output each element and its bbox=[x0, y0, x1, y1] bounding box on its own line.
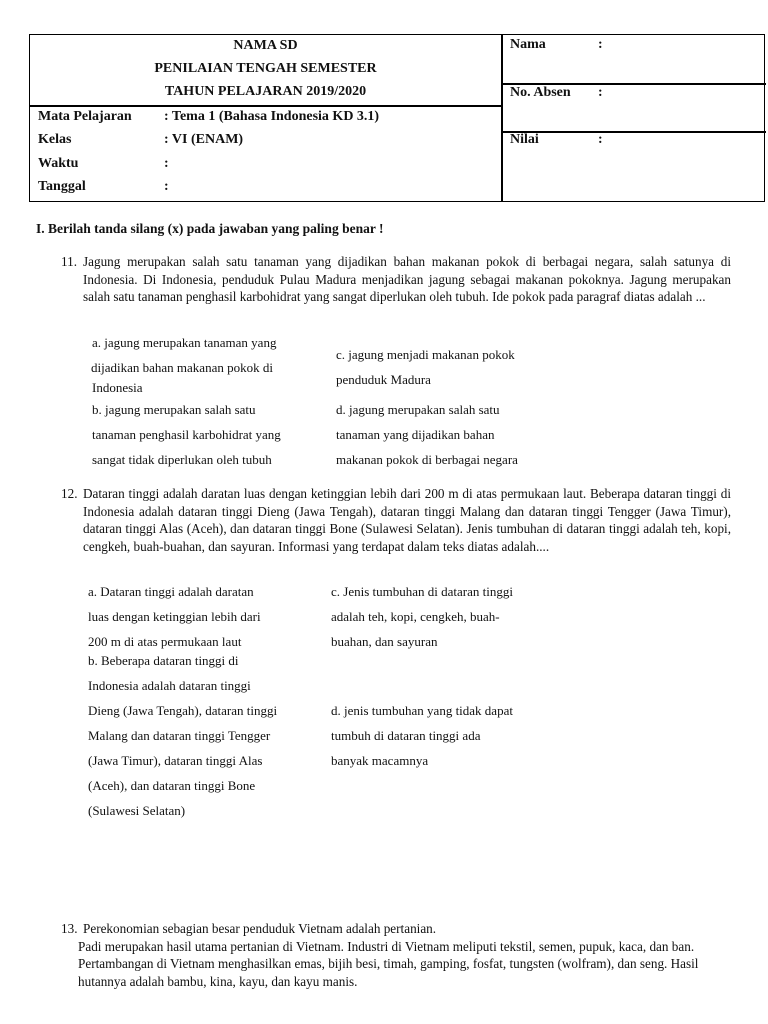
option-line: luas dengan ketinggian lebih dari bbox=[88, 609, 261, 624]
option-b[interactable] bbox=[88, 648, 328, 823]
option-line: tanaman yang dijadikan bahan bbox=[336, 427, 495, 442]
field-value: : bbox=[164, 156, 169, 171]
field-label: Waktu bbox=[38, 156, 79, 171]
option-line: (Sulawesi Selatan) bbox=[88, 803, 186, 818]
question-text: Padi merupakan hasil utama pertanian di Vietnam. Industri di Vietnam meliputi tekstil, semen, pupuk, kaca, dan ban. Pertambangan di Vietnam menghasilkan emas, bijih besi, timah, gamping, fosfat, tungsten (wolfram), dan seng. Hasil hutannya adalah bambu, kina, kayu, dan kayu manis. bbox=[78, 938, 699, 989]
option-line: dijadikan bahan makanan pokok di bbox=[91, 360, 273, 375]
option-line: (Jawa Timur), dataran tinggi Alas bbox=[88, 753, 263, 768]
field-value: : bbox=[164, 179, 169, 194]
option-line: tanaman penghasil karbohidrat yang bbox=[92, 427, 281, 442]
question-text: Dataran tinggi adalah daratan luas dengan ketinggian lebih dari 200 m di atas permukaan laut. Beberapa dataran tinggi di Indonesia adalah dataran tinggi Dieng (Jawa Tengah), dataran tinggi Malang dan dataran tinggi Tengger (Jawa Timur), dataran tinggi Alas (Aceh), dan dataran tinggi Bone (Sulawesi Selatan). Jenis tumbuhan di dataran tinggi adalah teh, kopi, cengkeh, buah-buahan, dan sayuran. Informasi yang terdapat dalam teks diatas adalah.... bbox=[83, 486, 731, 554]
question-number: 11. bbox=[61, 254, 77, 269]
table-divider bbox=[501, 131, 766, 133]
option-line: banyak macamnya bbox=[331, 753, 429, 768]
option-line: adalah teh, kopi, cengkeh, buah- bbox=[331, 609, 500, 624]
field-colon: : bbox=[598, 132, 603, 147]
score-field bbox=[510, 132, 603, 148]
option-line: c. jagung menjadi makanan pokok bbox=[336, 347, 515, 362]
table-divider bbox=[501, 35, 503, 201]
field-label: Kelas bbox=[38, 132, 72, 147]
option-line: tumbuh di dataran tinggi ada bbox=[331, 728, 481, 743]
option-line: Malang dan dataran tinggi Tengger bbox=[88, 728, 271, 743]
option-line: sangat tidak diperlukan oleh tubuh bbox=[92, 452, 272, 467]
field-label: Tanggal bbox=[38, 179, 86, 194]
field-label: No. Absen bbox=[510, 85, 571, 100]
option-line: d. jenis tumbuhan yang tidak dapat bbox=[331, 703, 513, 718]
field-label: Nama bbox=[510, 37, 546, 52]
table-divider bbox=[30, 105, 501, 107]
option-line: d. jagung merupakan salah satu bbox=[336, 402, 500, 417]
option-d[interactable] bbox=[336, 397, 576, 472]
option-a[interactable] bbox=[88, 579, 328, 654]
option-line: 200 m di atas permukaan laut bbox=[88, 634, 242, 649]
question-13 bbox=[61, 920, 721, 990]
absence-number-field bbox=[510, 85, 603, 101]
option-line: (Aceh), dan dataran tinggi Bone bbox=[88, 778, 256, 793]
academic-year: TAHUN PELAJARAN 2019/2020 bbox=[164, 84, 367, 99]
name-field bbox=[510, 37, 603, 53]
option-line: Indonesia bbox=[92, 380, 143, 395]
option-c[interactable] bbox=[331, 579, 571, 654]
option-b[interactable] bbox=[92, 397, 332, 472]
question-number: 12. bbox=[61, 486, 78, 501]
option-line: c. Jenis tumbuhan di dataran tinggi bbox=[331, 584, 513, 599]
option-line: Indonesia adalah dataran tinggi bbox=[88, 678, 251, 693]
option-d[interactable] bbox=[331, 698, 571, 773]
field-label: Nilai bbox=[510, 132, 539, 147]
question-number: 13. bbox=[61, 921, 78, 936]
question-12 bbox=[61, 485, 731, 555]
option-line: makanan pokok di berbagai negara bbox=[336, 452, 518, 467]
option-line: a. jagung merupakan tanaman yang bbox=[92, 335, 277, 350]
option-line: penduduk Madura bbox=[336, 372, 431, 387]
school-name: NAMA SD bbox=[233, 38, 298, 53]
field-colon: : bbox=[598, 85, 603, 100]
option-line: buahan, dan sayuran bbox=[331, 634, 438, 649]
question-lead: Perekonomian sebagian besar penduduk Vietnam adalah pertanian. bbox=[83, 921, 437, 936]
question-11 bbox=[61, 253, 731, 306]
field-label: Mata Pelajaran bbox=[38, 109, 132, 124]
field-colon: : bbox=[598, 37, 603, 52]
option-line: b. jagung merupakan salah satu bbox=[92, 402, 256, 417]
option-line: Dieng (Jawa Tengah), dataran tinggi bbox=[88, 703, 278, 718]
option-line: a. Dataran tinggi adalah daratan bbox=[88, 584, 254, 599]
field-value: : Tema 1 (Bahasa Indonesia KD 3.1) bbox=[164, 109, 380, 124]
option-a[interactable] bbox=[92, 330, 332, 394]
option-line: b. Beberapa dataran tinggi di bbox=[88, 653, 239, 668]
exam-title: PENILAIAN TENGAH SEMESTER bbox=[154, 61, 377, 76]
field-value: : VI (ENAM) bbox=[164, 132, 244, 147]
question-text: Jagung merupakan salah satu tanaman yang dijadikan bahan makanan pokok di berbagai negara, salah satunya di Indonesia. Di Indonesia, penduduk Pulau Madura menjadikan jagung sebagai makanan pokoknya. Jagung merupakan salah satu tanaman penghasil karbohidrat yang sangat diperlukan oleh tubuh. Ide pokok pada paragraf diatas adalah ... bbox=[83, 254, 731, 304]
header-table bbox=[29, 34, 765, 202]
option-c[interactable] bbox=[336, 342, 576, 392]
section-instruction: I. Berilah tanda silang (x) pada jawaban yang paling benar ! bbox=[36, 221, 384, 236]
